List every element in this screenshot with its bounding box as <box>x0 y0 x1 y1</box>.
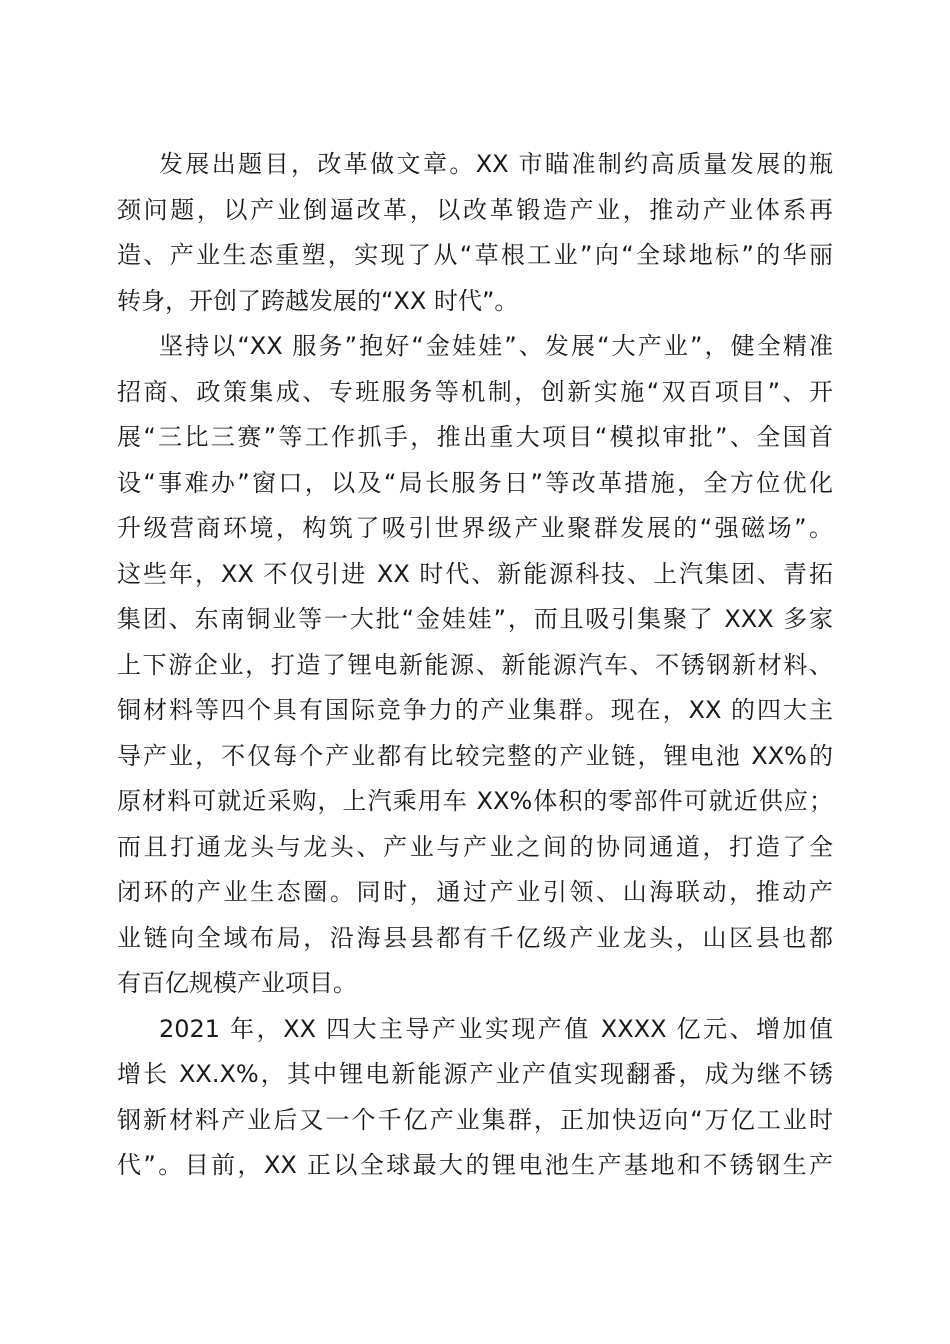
text-line: 上下游企业，打造了锂电新能源、新能源汽车、不锈钢新材料、 <box>117 650 833 679</box>
text-line: 颈问题，以产业倒逼改革，以改革锻造产业，推动产业体系再 <box>117 195 833 224</box>
document-body <box>117 142 833 1189</box>
text-line: 而且打通龙头与龙头、产业与产业之间的协同通道，打造了全 <box>117 832 833 861</box>
text-line: 展“三比三赛”等工作抓手，推出重大项目“模拟审批”、全国首 <box>117 423 833 451</box>
text-line: 增长 XX.X%，其中锂电新能源产业产值实现翻番，成为继不锈 <box>117 1060 833 1088</box>
text-line: 升级营商环境，构筑了吸引世界级产业聚群发展的“强磁场”。 <box>117 514 833 542</box>
text-line: 集团、东南铜业等一大批“金娃娃”，而且吸引集聚了 XXX 多家 <box>117 605 833 633</box>
text-line: 坚持以“XX 服务”抱好“金娃娃”、发展“大产业”，健全精准 <box>159 332 833 360</box>
text-line: 闭环的产业生态圈。同时，通过产业引领、山海联动，推动产 <box>117 878 833 906</box>
text-line: 设“事难办”窗口，以及“局长服务日”等改革措施，全方位优化 <box>117 468 833 497</box>
text-line: 有百亿规模产业项目。 <box>117 969 357 997</box>
text-line: 发展出题目，改革做文章。XX 市瞄准制约高质量发展的瓶 <box>159 150 833 178</box>
text-line: 原材料可就近采购，上汽乘用车 XX%体积的零部件可就近供应； <box>117 787 833 815</box>
paragraph-2 <box>117 324 833 1007</box>
paragraph-1 <box>117 142 833 324</box>
text-line: 2021 年，XX 四大主导产业实现产值 XXXX 亿元、增加值 <box>159 1014 833 1043</box>
text-line: 铜材料等四个具有国际竞争力的产业集群。现在，XX 的四大主 <box>117 696 833 724</box>
text-line: 转身，开创了跨越发展的“XX 时代”。 <box>117 286 519 315</box>
text-line: 造、产业生态重塑，实现了从“草根工业”向“全球地标”的华丽 <box>117 241 833 269</box>
text-line: 钢新材料产业后又一个千亿产业集群，正加快迈向“万亿工业时 <box>117 1105 833 1134</box>
paragraph-3 <box>117 1007 833 1189</box>
text-line: 代”。目前，XX 正以全球最大的锂电池生产基地和不锈钢生产 <box>117 1151 833 1179</box>
text-line: 导产业，不仅每个产业都有比较完整的产业链，锂电池 XX%的 <box>117 741 833 770</box>
text-line: 招商、政策集成、专班服务等机制，创新实施“双百项目”、开 <box>117 377 833 406</box>
text-line: 这些年，XX 不仅引进 XX 时代、新能源科技、上汽集团、青拓 <box>117 559 833 588</box>
text-line: 业链向全域布局，沿海县县都有千亿级产业龙头，山区县也都 <box>117 923 833 952</box>
